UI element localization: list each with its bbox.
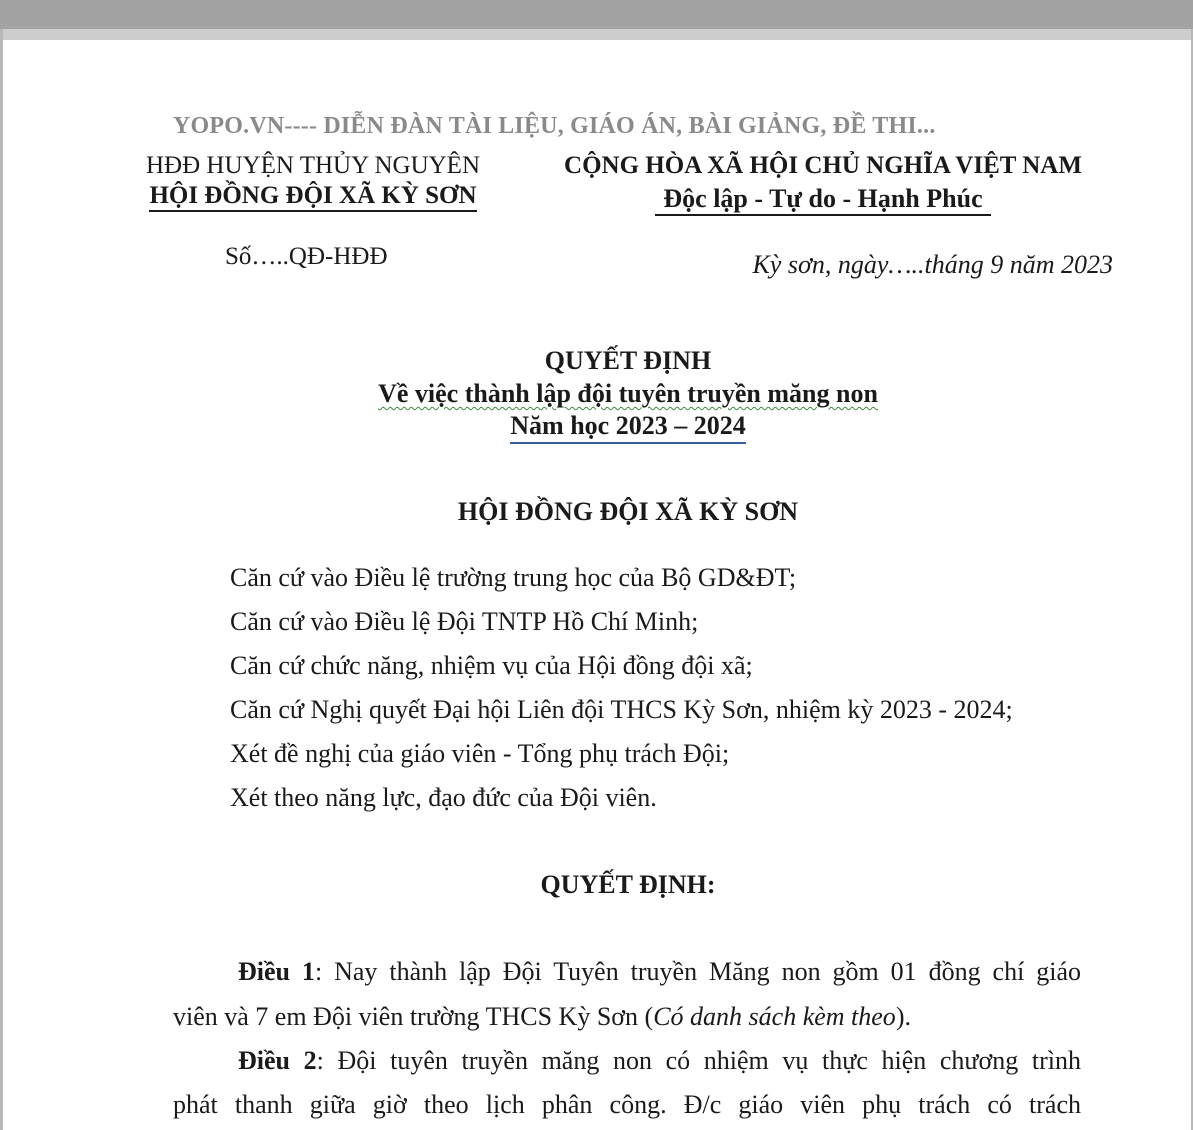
article-1-text-2: viên và 7 em Đội viên trường THCS Kỳ Sơn ( xyxy=(173,1002,654,1031)
basis-line: Căn cứ chức năng, nhiệm vụ của Hội đồng đội xã; xyxy=(230,651,753,680)
article-2-line-2: phát thanh giữa giờ theo lịch phân công. Đ/c giáo viên phụ trách có trách xyxy=(173,1090,1081,1119)
ruler-shadow xyxy=(0,29,1193,40)
district-council-name: HĐĐ HUYỆN THỦY NGUYÊN xyxy=(146,152,480,179)
decision-title: QUYẾT ĐỊNH xyxy=(544,346,712,375)
article-1-italic: Có danh sách kèm theo xyxy=(653,1002,896,1031)
article-1-line-2 xyxy=(173,1002,1081,1032)
commune-council-name xyxy=(123,182,503,210)
watermark-text: YOPO.VN---- DIỄN ĐÀN TÀI LIỆU, GIÁO ÁN, BÀI GIẢNG, ĐỀ THI... xyxy=(173,113,936,139)
commune-council-name-text: HỘI ĐỒNG ĐỘI XÃ KỲ SƠN xyxy=(149,182,476,212)
national-motto xyxy=(543,184,1103,214)
basis-line: Xét đề nghị của giáo viên - Tổng phụ trách Đội; xyxy=(230,739,730,768)
article-2-line-1 xyxy=(173,1046,1081,1076)
decision-subject-text: Về việc thành lập đội tuyên truyền măng non xyxy=(378,379,878,408)
council-heading: HỘI ĐỒNG ĐỘI XÃ KỲ SƠN xyxy=(457,497,799,526)
article-1-label: Điều 1 xyxy=(238,957,315,986)
article-1-line-1 xyxy=(173,957,1081,987)
article-2-text: : Đội tuyên truyền măng non có nhiệm vụ thực hiện chương trình xyxy=(316,1046,1082,1075)
decision-heading: QUYẾT ĐỊNH: xyxy=(540,870,716,899)
basis-line: Xét theo năng lực, đạo đức của Đội viên. xyxy=(230,783,657,812)
article-2-label: Điều 2 xyxy=(238,1046,317,1075)
window-top-bar xyxy=(0,0,1193,29)
document-number: Số…..QĐ-HĐĐ xyxy=(225,243,388,270)
school-year xyxy=(3,411,1193,441)
decision-subject xyxy=(3,379,1193,409)
document-page[interactable] xyxy=(3,40,1191,1130)
basis-line: Căn cứ Nghị quyết Đại hội Liên đội THCS Kỳ Sơn, nhiệm kỳ 2023 - 2024; xyxy=(230,695,1013,724)
national-title: CỘNG HÒA XÃ HỘI CHỦ NGHĨA VIỆT NAM xyxy=(564,152,1082,179)
basis-line: Căn cứ vào Điều lệ Đội TNTP Hồ Chí Minh; xyxy=(230,607,699,636)
basis-line: Căn cứ vào Điều lệ trường trung học của Bộ GD&ĐT; xyxy=(230,563,797,592)
article-1-text-end: ). xyxy=(895,1002,911,1031)
national-motto-text: Độc lập - Tự do - Hạnh Phúc xyxy=(655,184,990,216)
article-1-text: : Nay thành lập Đội Tuyên truyền Măng non gồm 01 đồng chí giáo xyxy=(314,957,1082,986)
date-line: Kỳ sơn, ngày…..tháng 9 năm 2023 xyxy=(752,250,1113,279)
school-year-text: Năm học 2023 – 2024 xyxy=(510,411,745,444)
